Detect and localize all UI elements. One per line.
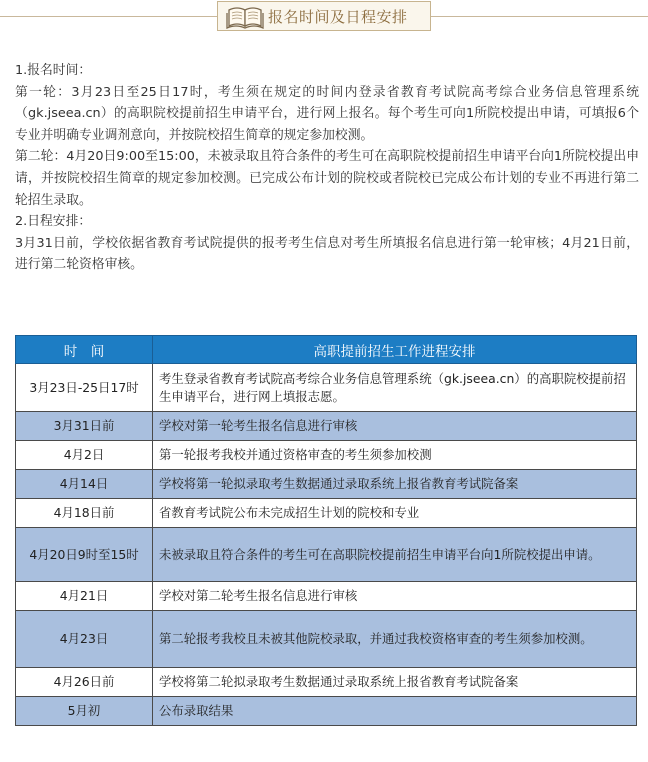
table-row bbox=[16, 364, 637, 412]
header-tasks: 高职提前招生工作进程安排 bbox=[153, 336, 637, 364]
row-time: 4月18日前 bbox=[16, 499, 153, 528]
section-banner bbox=[0, 0, 648, 34]
second-round-text: 第二轮：4月20日9:00至15:00，未被录取且符合条件的考生可在高职院校提前招生申请平台向1所院校提出申请，并按院校招生简章的规定参加校测。已完成公布计划的院校或者院校已完成公布计划的专业不再进行第二轮招生录取。 bbox=[15, 149, 639, 208]
row-task: 公布录取结果 bbox=[153, 697, 637, 726]
row-task: 学校对第一轮考生报名信息进行审核 bbox=[153, 412, 637, 441]
table-row bbox=[16, 697, 637, 726]
registration-heading: 1.报名时间： bbox=[15, 63, 92, 78]
row-time: 4月2日 bbox=[16, 441, 153, 470]
intro-text bbox=[15, 60, 639, 276]
table-header-row bbox=[16, 336, 637, 364]
row-time: 4月21日 bbox=[16, 582, 153, 611]
row-task: 学校对第二轮考生报名信息进行审核 bbox=[153, 582, 637, 611]
table-row bbox=[16, 582, 637, 611]
banner-title: 报名时间及日程安排 bbox=[268, 7, 408, 26]
table-row bbox=[16, 499, 637, 528]
row-task: 考生登录省教育考试院高考综合业务信息管理系统（gk.jseea.cn）的高职院校提前招生申请平台，进行网上填报志愿。 bbox=[153, 364, 637, 412]
row-task: 未被录取且符合条件的考生可在高职院校提前招生申请平台向1所院校提出申请。 bbox=[153, 528, 637, 582]
row-time: 4月26日前 bbox=[16, 668, 153, 697]
table-row bbox=[16, 470, 637, 499]
row-time: 4月14日 bbox=[16, 470, 153, 499]
banner-divider-right bbox=[431, 16, 648, 17]
row-time: 3月31日前 bbox=[16, 412, 153, 441]
review-text: 3月31日前，学校依据省教育考试院提供的报考考生信息对考生所填报名信息进行第一轮审核；4月21日前，进行第二轮资格审核。 bbox=[15, 235, 639, 273]
row-task: 省教育考试院公布未完成招生计划的院校和专业 bbox=[153, 499, 637, 528]
open-book-icon bbox=[226, 2, 264, 30]
row-task: 学校将第一轮拟录取考生数据通过录取系统上报省教育考试院备案 bbox=[153, 470, 637, 499]
banner-divider-left bbox=[0, 16, 217, 17]
row-task: 第一轮报考我校并通过资格审查的考生须参加校测 bbox=[153, 441, 637, 470]
table-row bbox=[16, 412, 637, 441]
row-task: 学校将第二轮拟录取考生数据通过录取系统上报省教育考试院备案 bbox=[153, 668, 637, 697]
banner-title-box bbox=[217, 1, 431, 31]
row-time: 4月23日 bbox=[16, 611, 153, 668]
table-row bbox=[16, 668, 637, 697]
row-time: 5月初 bbox=[16, 697, 153, 726]
first-round-text: 第一轮：3月23日至25日17时，考生须在规定的时间内登录省教育考试院高考综合业务信息管理系统（gk.jseea.cn）的高职院校提前招生申请平台，进行网上报名。每个考生可向1所院校提出申请，可填报6个专业并明确专业调剂意向，并按院校招生简章的规定参加校测。 bbox=[15, 84, 639, 143]
table-row bbox=[16, 528, 637, 582]
row-time: 3月23日-25日17时 bbox=[16, 364, 153, 412]
header-time: 时 间 bbox=[16, 336, 153, 364]
schedule-heading: 2.日程安排： bbox=[15, 214, 92, 230]
row-time: 4月20日9时至15时 bbox=[16, 528, 153, 582]
row-task: 第二轮报考我校且未被其他院校录取，并通过我校资格审查的考生须参加校测。 bbox=[153, 611, 637, 668]
table-row bbox=[16, 611, 637, 668]
table-row bbox=[16, 441, 637, 470]
schedule-table bbox=[15, 335, 637, 726]
